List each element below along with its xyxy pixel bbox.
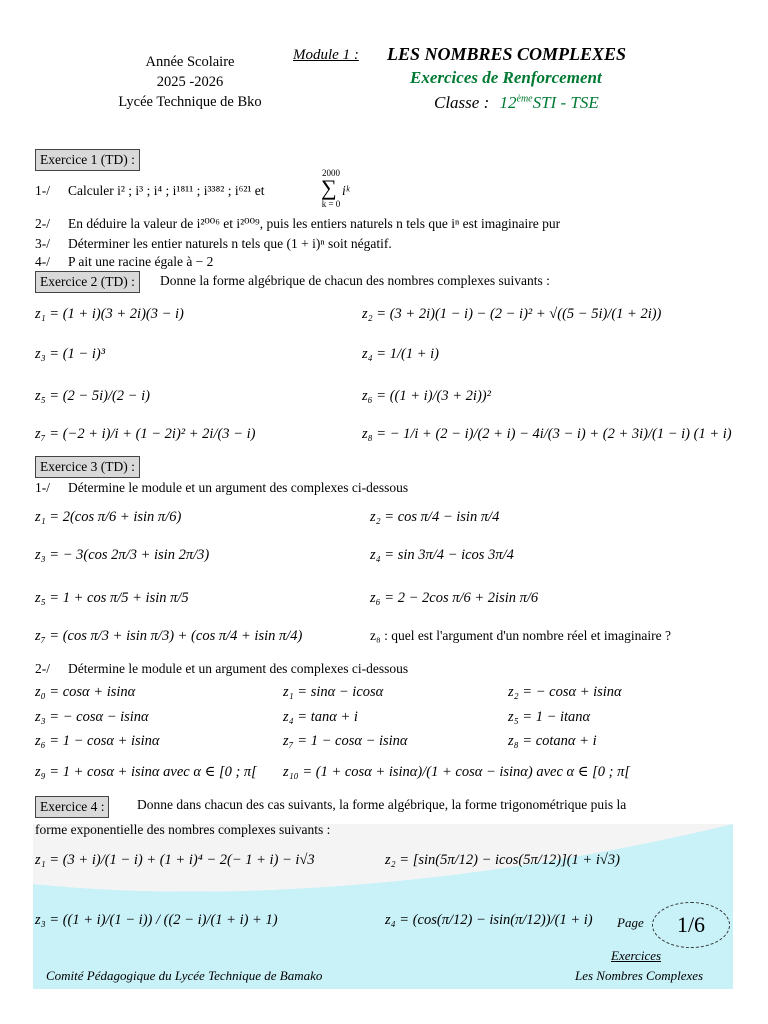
school-year: 2025 -2026 bbox=[156, 74, 224, 90]
ex1-q4-number: 4-/ bbox=[35, 254, 50, 269]
sum-bottom: k = 0 bbox=[321, 199, 341, 209]
ex3-zb10: z₁₀ = (1 + cosα + isinα)/(1 + cosα − isinα) avec α ∈ [0 ; π[ bbox=[283, 764, 631, 780]
footer-exercices: Exercices bbox=[611, 948, 662, 963]
exercise-4-label: Exercice 4 : bbox=[35, 796, 109, 818]
class-line bbox=[434, 93, 599, 113]
ex2-z3: z₃ = (1 − i)³ bbox=[35, 346, 106, 362]
module-label: Module 1 : bbox=[293, 47, 359, 63]
ex3-q2-text: Détermine le module et un argument des complexes ci-dessous bbox=[68, 661, 409, 676]
class-label: Classe : bbox=[434, 93, 490, 112]
ex1-q2-text: En déduire la valeur de i²⁰⁰⁶ et i²⁰⁰⁹, puis les entiers naturels n tels que iⁿ est imaginaire pur bbox=[68, 216, 561, 231]
page-title: LES NOMBRES COMPLEXES bbox=[387, 44, 627, 64]
ex1-q1-number: 1-/ bbox=[35, 183, 50, 198]
ex1-q3-number: 3-/ bbox=[35, 236, 50, 251]
ex3-z2: z₂ = cos π/4 − isin π/4 bbox=[370, 509, 500, 525]
ex2-z4: z₄ = 1/(1 + i) bbox=[362, 346, 439, 362]
ex3-z4: z₄ = sin 3π/4 − icos 3π/4 bbox=[370, 547, 514, 563]
ex1-q4-text: P ait une racine égale à − 2 bbox=[68, 254, 214, 269]
ex3-q2-number: 2-/ bbox=[35, 661, 50, 676]
ex2-z5: z₅ = (2 − 5i)/(2 − i) bbox=[35, 388, 150, 404]
ex4-intro-line1: Donne dans chacun des cas suivants, la forme algébrique, la forme trigonométrique puis la bbox=[137, 797, 627, 812]
ex1-q2-number: 2-/ bbox=[35, 216, 50, 231]
ex4-z3: z₃ = ((1 + i)/(1 − i)) / ((2 − i)/(1 + i) + 1) bbox=[35, 912, 278, 928]
footer-committee: Comité Pédagogique du Lycée Technique de Bamako bbox=[46, 968, 323, 983]
school-year-label: Année Scolaire bbox=[145, 54, 235, 70]
ex3-z5: z₅ = 1 + cos π/5 + isin π/5 bbox=[35, 590, 189, 606]
footer-topic: Les Nombres Complexes bbox=[575, 968, 704, 983]
ex1-q3-text: Déterminer les entier naturels n tels que (1 + i)ⁿ soit négatif. bbox=[68, 236, 392, 251]
exercise-2-label: Exercice 2 (TD) : bbox=[35, 271, 140, 293]
ex3-z8: z₈ : quel est l'argument d'un nombre réel et imaginaire ? bbox=[370, 628, 671, 643]
school-name: Lycée Technique de Bko bbox=[118, 94, 262, 110]
ex3-zb6: z₆ = 1 − cosα + isinα bbox=[35, 733, 160, 749]
ex3-q1-number: 1-/ bbox=[35, 480, 50, 495]
ex2-intro: Donne la forme algébrique de chacun des nombres complexes suivants : bbox=[160, 273, 550, 288]
class-sup: ème bbox=[516, 93, 533, 105]
class-number: 12 bbox=[499, 93, 517, 112]
ex4-z1: z₁ = (3 + i)/(1 − i) + (1 + i)⁴ − 2(− 1 + i) − i√3 bbox=[35, 852, 315, 868]
sigma-icon: ∑ bbox=[321, 175, 337, 200]
ex4-intro-line2: forme exponentielle des nombres complexes suivants : bbox=[35, 822, 331, 837]
sum-term: iᵏ bbox=[342, 183, 350, 198]
page-number: 1/6 bbox=[652, 902, 730, 948]
ex3-z1: z₁ = 2(cos π/6 + isin π/6) bbox=[35, 509, 182, 525]
exercise-3-label: Exercice 3 (TD) : bbox=[35, 456, 140, 478]
ex3-zb8: z₈ = cotanα + i bbox=[508, 733, 597, 749]
ex4-z2: z₂ = [sin(5π/12) − icos(5π/12)](1 + i√3) bbox=[385, 852, 620, 868]
ex3-q1-text: Détermine le module et un argument des complexes ci-dessous bbox=[68, 480, 409, 495]
wave-background bbox=[33, 824, 733, 989]
class-name: STI - TSE bbox=[532, 93, 599, 112]
ex2-z1: z₁ = (1 + i)(3 + 2i)(3 − i) bbox=[35, 306, 184, 322]
page-subtitle: Exercices de Renforcement bbox=[410, 68, 602, 87]
ex2-z2: z₂ = (3 + 2i)(1 − i) − (2 − i)² + √((5 − 5i)/(1 + 2i)) bbox=[362, 306, 662, 322]
ex3-zb1: z₁ = sinα − icosα bbox=[283, 684, 384, 700]
ex2-z8: z₈ = − 1/i + (2 − i)/(2 + i) − 4i/(3 − i) + (2 + 3i)/(1 − i) (1 + i) bbox=[362, 426, 732, 442]
exercise-1-label: Exercice 1 (TD) : bbox=[35, 149, 140, 171]
ex3-zb3: z₃ = − cosα − isinα bbox=[35, 709, 149, 725]
page-label: Page bbox=[617, 915, 644, 930]
ex3-zb9: z₉ = 1 + cosα + isinα avec α ∈ [0 ; π[ bbox=[35, 764, 257, 780]
ex3-zb5: z₅ = 1 − itanα bbox=[508, 709, 591, 725]
ex3-z6: z₆ = 2 − 2cos π/6 + 2isin π/6 bbox=[370, 590, 539, 606]
ex3-z3: z₃ = − 3(cos 2π/3 + isin 2π/3) bbox=[35, 547, 210, 563]
ex3-z7: z₇ = (cos π/3 + isin π/3) + (cos π/4 + isin π/4) bbox=[35, 628, 303, 644]
ex3-zb7: z₇ = 1 − cosα − isinα bbox=[283, 733, 408, 749]
ex3-z0: z₀ = cosα + isinα bbox=[35, 684, 136, 700]
ex3-zb4: z₄ = tanα + i bbox=[283, 709, 358, 725]
sum-top: 2000 bbox=[322, 168, 340, 178]
ex1-q1-text: Calculer i² ; i³ ; i⁴ ; i¹⁸¹¹ ; i³³⁸² ; i⁶²¹ et bbox=[68, 183, 265, 198]
ex2-z7: z₇ = (−2 + i)/i + (1 − 2i)² + 2i/(3 − i) bbox=[35, 426, 256, 442]
ex4-z4: z₄ = (cos(π/12) − isin(π/12))/(1 + i) bbox=[385, 912, 593, 928]
ex3-zb2: z₂ = − cosα + isinα bbox=[508, 684, 622, 700]
ex2-z6: z₆ = ((1 + i)/(3 + 2i))² bbox=[362, 388, 491, 404]
